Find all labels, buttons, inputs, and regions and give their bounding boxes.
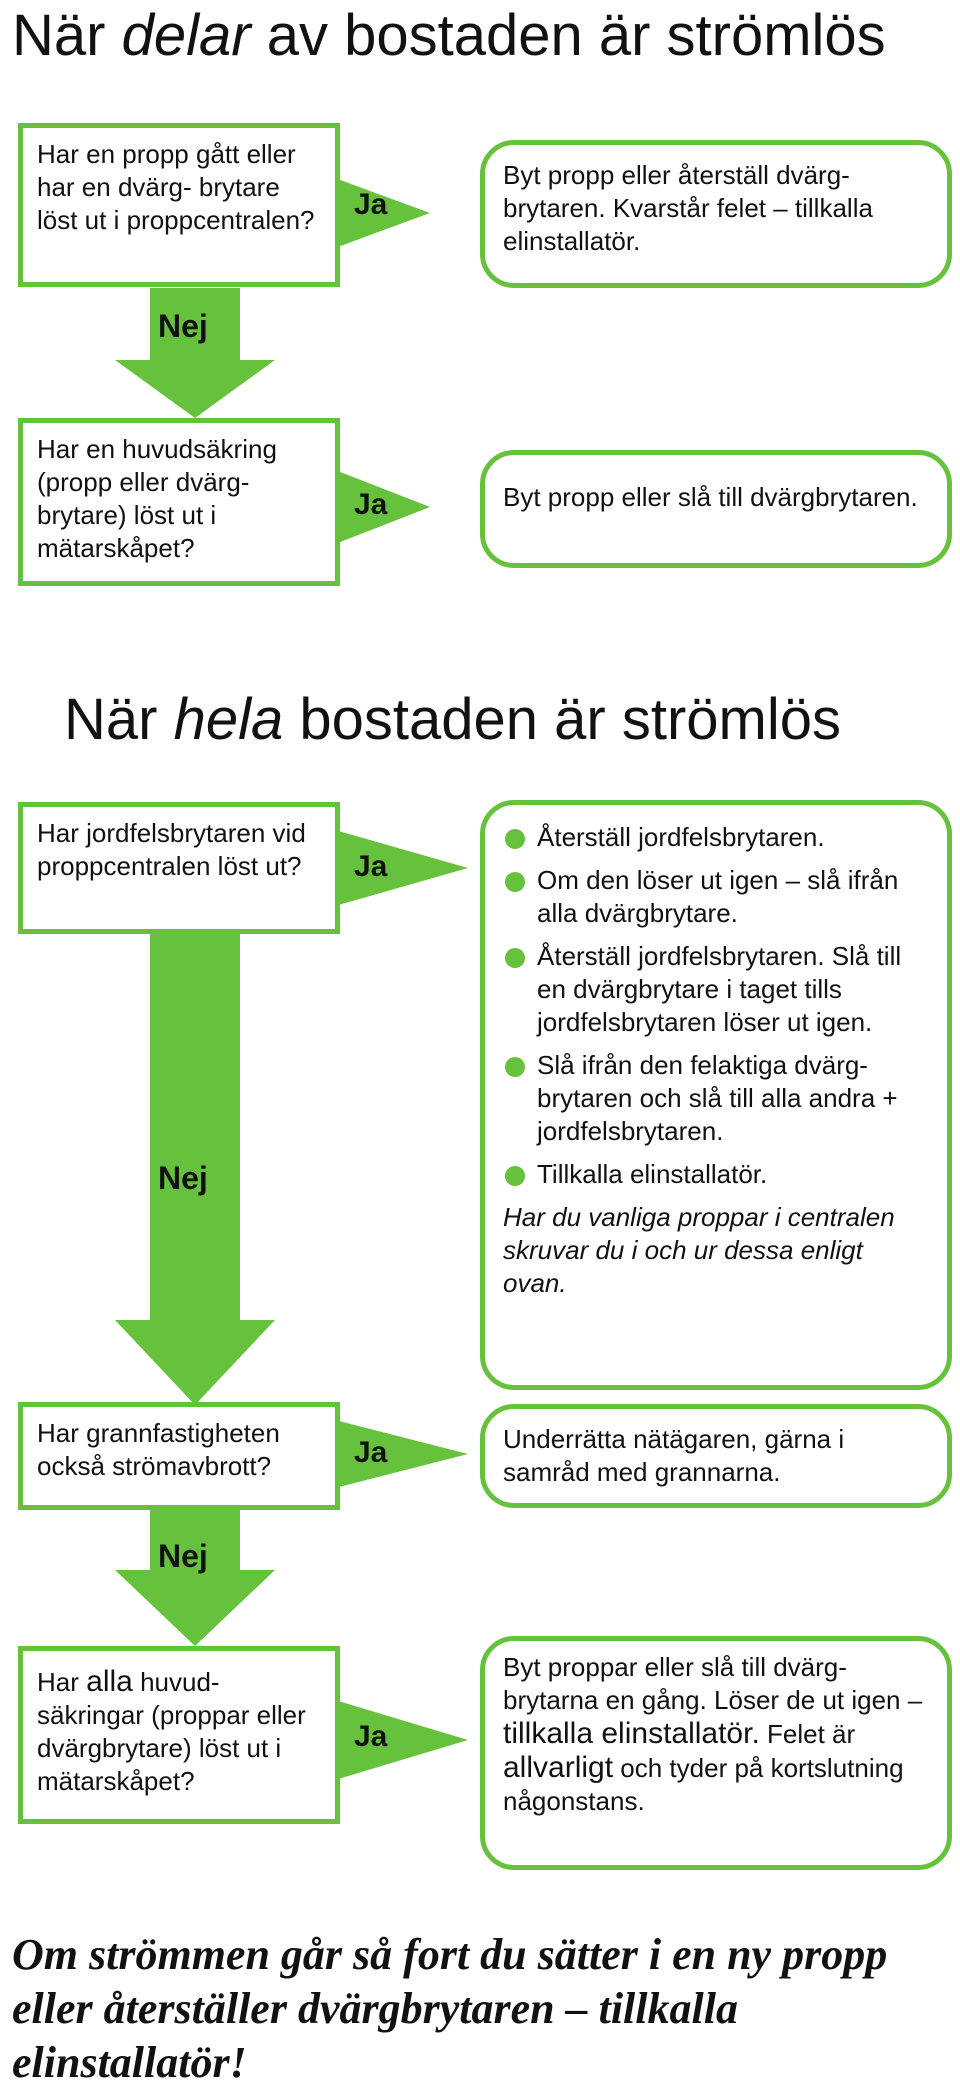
action-step: Slå ifrån den felaktiga dvärg- brytaren och slå till alla andra + jordfelsbrytaren. xyxy=(503,1049,929,1148)
question-4-text: Har grannfastigheten också strömavbrott? xyxy=(37,1418,280,1481)
title-1-emphasis: delar xyxy=(121,3,251,68)
section-2-title xyxy=(64,688,841,752)
title-2-emphasis: hela xyxy=(173,687,284,752)
answer-5-emphasis-2: allvarligt xyxy=(503,1751,614,1784)
action-step: Återställ jordfelsbrytaren. Slå till en dvärgbrytare i taget tills jordfelsbrytaren löser ut igen. xyxy=(503,940,929,1039)
title-2-post: bostaden är strömlös xyxy=(299,687,841,752)
answer-5-emphasis-1: tillkalla elinstallatör. xyxy=(503,1717,760,1750)
footer-warning: Om strömmen går så fort du sätter i en ny propp eller återställer dvärgbrytaren – tillkalla elinstallatör! xyxy=(12,1930,888,2087)
no-label-1: Nej xyxy=(158,308,208,344)
question-box-1 xyxy=(18,123,340,287)
no-label-3: Nej xyxy=(158,1538,208,1574)
answer-5-part-2: Löser de ut igen – xyxy=(714,1685,923,1715)
action-step: Återställ jordfelsbrytaren. xyxy=(503,821,929,854)
answer-5-part-6: och tyder på kortslutning någonstans. xyxy=(503,1753,904,1816)
answer-1-text: Byt propp eller återställ dvärg- brytaren. Kvarstår felet – tillkalla elinstallatör. xyxy=(503,160,873,256)
no-label-2: Nej xyxy=(158,1160,208,1196)
answer-box-2 xyxy=(480,450,952,568)
question-5-pre: Har xyxy=(37,1667,79,1697)
question-1-text: Har en propp gått eller har en dvärg- brytare löst ut i proppcentralen? xyxy=(37,139,315,235)
action-step: Tillkalla elinstallatör. xyxy=(503,1158,929,1191)
answer-2-text: Byt propp eller slå till dvärgbrytaren. xyxy=(503,482,918,512)
answer-5-part-1: Byt proppar eller slå till dvärg- brytarna en gång. xyxy=(503,1652,847,1715)
question-box-3 xyxy=(18,802,340,934)
answer-box-5 xyxy=(480,1636,952,1870)
title-1-pre: När xyxy=(12,3,106,68)
answer-5-part-4: Felet är xyxy=(767,1719,856,1749)
action-step-list xyxy=(503,821,929,1191)
section-1-title xyxy=(12,4,886,68)
yes-label-3: Ja xyxy=(354,850,388,883)
yes-label-2: Ja xyxy=(354,488,388,521)
question-box-2 xyxy=(18,418,340,586)
question-5-emphasis: alla xyxy=(86,1665,133,1698)
question-5-post: huvud- säkringar (proppar eller dvärgbrytare) löst ut i mätarskåpet? xyxy=(37,1667,306,1796)
answer-box-1 xyxy=(480,140,952,288)
proppar-note: Har du vanliga proppar i centralen skruvar du i och ur dessa enligt ovan. xyxy=(503,1202,895,1298)
yes-label-4: Ja xyxy=(354,1436,388,1469)
answer-4-text: Underrätta nätägaren, gärna i samråd med grannarna. xyxy=(503,1424,845,1487)
answer-box-4 xyxy=(480,1404,952,1508)
yes-label-1: Ja xyxy=(354,188,388,221)
title-2-pre: När xyxy=(64,687,158,752)
no-arrow-3 xyxy=(115,1510,275,1646)
action-step: Om den löser ut igen – slå ifrån alla dvärgbrytare. xyxy=(503,864,929,930)
question-2-text: Har en huvudsäkring (propp eller dvärg- brytare) löst ut i mätarskåpet? xyxy=(37,434,277,563)
question-box-5 xyxy=(18,1646,340,1824)
answer-box-3 xyxy=(480,800,952,1390)
question-3-text: Har jordfelsbrytaren vid proppcentralen löst ut? xyxy=(37,818,306,881)
question-box-4 xyxy=(18,1402,340,1510)
title-1-post: av bostaden är strömlös xyxy=(266,3,886,68)
yes-label-5: Ja xyxy=(354,1720,388,1753)
